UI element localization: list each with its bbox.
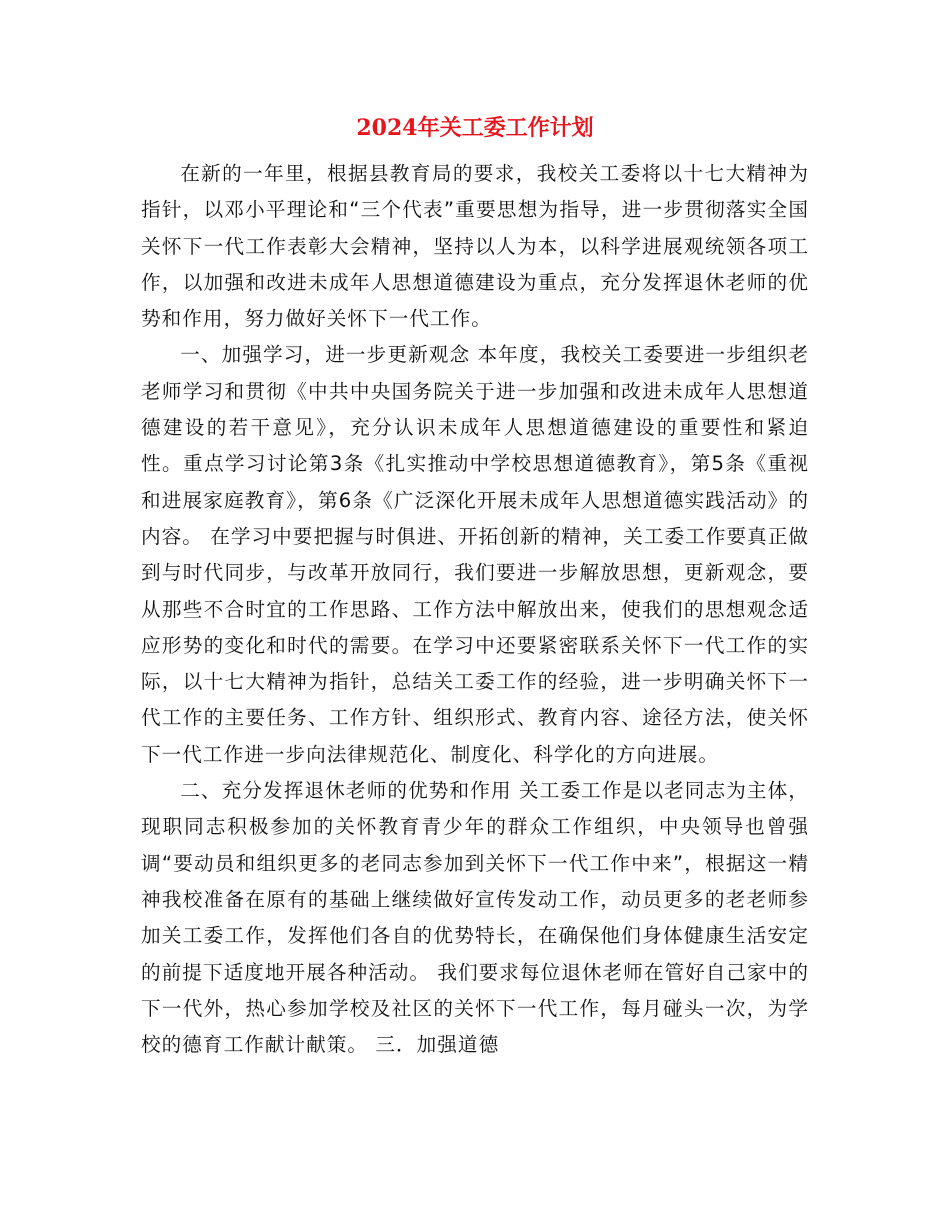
document-body	[141, 156, 809, 1063]
paragraph-intro: 在新的一年里，根据县教育局的要求，我校关工委将以十七大精神为指针，以邓小平理论和“三个代表”重要思想为指导，进一步贯彻落实全国关怀下一代工作表彰大会精神，坚持以人为本，以科学进展观统领各项工作，以加强和改进未成年人思想道德建设为重点，充分发挥退休老师的优势和作用，努力做好关怀下一代工作。	[141, 162, 809, 331]
paragraph-section-2: 二、充分发挥退休老师的优势和作用 关工委工作是以老同志为主体，现职同志积极参加的关怀教育青少年的群众工作组织，中央领导也曾强调“要动员和组织更多的老同志参加到关怀下一代工作中来”，根据这一精神我校准备在原有的基础上继续做好宣传发动工作，动员更多的老老师参加关工委工作，发挥他们各自的优势特长，在确保他们身体健康生活安定的前提下适度地开展各种活动。 我们要求每位退休老师在管好自己家中的下一代外，热心参加学校及社区的关怀下一代工作，每月碰头一次，为学校的德育工作献计献策。 三．加强道德	[141, 779, 809, 1057]
document-title: 2024年关工委工作计划	[356, 115, 594, 141]
paragraph-section-1: 一、加强学习，进一步更新观念 本年度，我校关工委要进一步组织老老师学习和贯彻《中共中央国务院关于进一步加强和改进未成年人思想道德建设的若干意见》，充分认识未成年人思想道德建设的重要性和紧迫性。重点学习讨论第3条《扎实推动中学校思想道德教育》，第5条《重视和进展家庭教育》，第6条《广泛深化开展未成年人思想道德实践活动》的内容。 在学习中要把握与时俱进、开拓创新的精神，关工委工作要真正做到与时代同步，与改革开放同行，我们要进一步解放思想，更新观念，要从那些不合时宜的工作思路、工作方法中解放出来，使我们的思想观念适应形势的变化和时代的需要。在学习中还要紧密联系关怀下一代工作的实际，以十七大精神为指针，总结关工委工作的经验，进一步明确关怀下一代工作的主要任务、工作方针、组织形式、教育内容、途径方法，使关怀下一代工作进一步向法律规范化、制度化、科学化的方向进展。	[141, 343, 809, 766]
